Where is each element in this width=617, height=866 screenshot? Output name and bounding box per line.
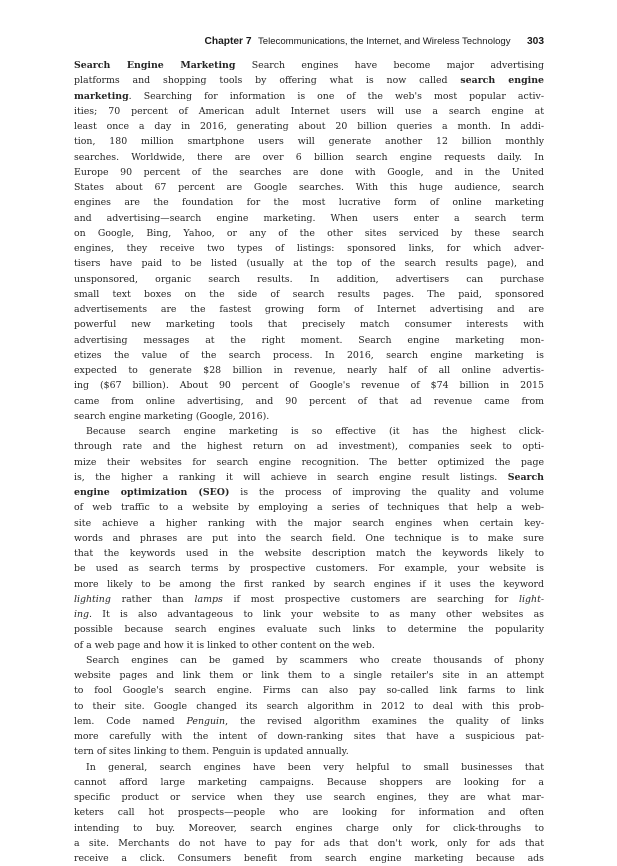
text-line [74,302,544,317]
text-line [74,58,544,73]
text-line [74,211,544,226]
text-run: tion, 180 million smartphone users will generate another 12 billion monthly [74,136,544,147]
key-term: engine optimization (SEO) [74,487,229,498]
text-run: and advertising—search engine marketing. When users enter a search term [74,213,544,224]
text-run: States about 67 percent are Google searches. With this huge audience, search [74,182,544,193]
text-line [74,226,544,241]
text-run: of web traffic to a website by employing a series of techniques that help a web- [74,502,544,513]
text-run: be used as search terms by prospective customers. For example, your website is [74,563,544,574]
paragraph [74,760,544,866]
text-line [74,104,544,119]
text-run: on Google, Bing, Yahoo, or any of the other sites serviced by these search [74,228,544,239]
key-term: search engine [460,75,544,86]
body-text [74,58,544,866]
paragraph [74,653,544,760]
text-line [74,165,544,180]
text-line [74,455,544,470]
text-run: powerful new marketing tools that precisely match consumer interests with [74,319,544,330]
text-line [74,470,544,485]
text-run: ities; 70 percent of American adult Internet users will use a search engine at [74,106,544,117]
text-line [74,241,544,256]
text-line [74,180,544,195]
text-run: unsponsored, organic search results. In addition, advertisers can purchase [74,274,544,285]
text-line [74,485,544,500]
text-line [74,546,544,561]
text-line [74,683,544,698]
text-run: website pages and link them or link them to a single retailer's site in an attempt [74,670,544,681]
text-run: is the process of improving the quality and volume [229,487,544,498]
text-run: that the keywords used in the website description match the keywords likely to [74,548,544,559]
text-run: lem. Code named [74,716,187,727]
chapter-title: Telecommunications, the Internet, and Wireless Technology [258,36,511,47]
text-run: least once a day in 2016, generating about 20 billion queries a month. In addi- [74,121,544,132]
text-line [74,638,544,653]
chapter-label: Chapter 7 [205,36,252,47]
text-line [74,699,544,714]
key-term: Search [508,472,544,483]
text-line [74,607,544,622]
text-run: etizes the value of the search process. In 2016, search engine marketing is [74,350,544,361]
text-line [74,272,544,287]
text-line [74,394,544,409]
text-run: site achieve a higher ranking with the major search engines when certain key- [74,518,544,529]
page-header [72,31,544,49]
text-line [74,775,544,790]
text-run: searches. Worldwide, there are over 6 billion search engine requests daily. In [74,152,544,163]
text-run: advertising messages at the right moment. Search engine marketing mon- [74,335,544,346]
text-run: tern of sites linking to them. Penguin is updated annually. [74,746,349,757]
text-line [74,150,544,165]
text-line [74,195,544,210]
text-line [74,73,544,88]
text-run: words and phrases are put into the search field. One technique is to make sure [74,533,544,544]
emphasis-text: ing [74,609,89,620]
text-line [74,424,544,439]
text-run: more carefully with the intent of down-ranking sites that have a suspicious pat- [74,731,544,742]
text-run: cannot afford large marketing campaigns. Because shoppers are looking for a [74,777,544,788]
text-run: is, the higher a ranking it will achieve in search engine result listings. [74,472,508,483]
text-run: . Searching for information is one of the web's most popular activ- [129,91,544,102]
text-run: keters call hot prospects—people who are looking for information and often [74,807,544,818]
page-number: 303 [527,36,544,47]
text-line [74,516,544,531]
text-line [74,256,544,271]
text-line [74,653,544,668]
text-run: rather than [111,594,195,605]
emphasis-text: Penguin [187,716,226,727]
text-run: specific product or service when they use search engines, they are what mar- [74,792,544,803]
text-run: engines, they receive two types of listings: sponsored links, for which adver- [74,243,544,254]
text-line [74,668,544,683]
text-line [74,760,544,775]
text-run: a site. Merchants do not have to pay for ads that don't work, only for ads that [74,838,544,849]
text-run: intending to buy. Moreover, search engines charge only for click-throughs to [74,823,544,834]
text-line [74,134,544,149]
text-line [74,363,544,378]
key-term: marketing [74,91,129,102]
text-line [74,119,544,134]
text-run: possible because search engines evaluate such links to determine the popularity [74,624,544,635]
text-run: Europe 90 percent of the searches are done with Google, and in the United [74,167,544,178]
text-run: tisers have paid to be listed (usually at the top of the search results page), and [74,258,544,269]
text-line [74,729,544,744]
text-run: In general, search engines have been very helpful to small businesses that [86,762,544,773]
text-run: Search engines have become major advertising [235,60,544,71]
text-line [74,790,544,805]
text-run: search engine marketing (Google, 2016). [74,411,269,422]
text-line [74,317,544,332]
text-run: ing ($67 billion). About 90 percent of Google's revenue of $74 billion in 2015 [74,380,544,391]
text-run: . It is also advantageous to link your website to as many other websites as [89,609,544,620]
text-line [74,836,544,851]
text-run: platforms and shopping tools by offering what is now called [74,75,460,86]
text-line [74,333,544,348]
text-run: came from online advertising, and 90 percent of that ad revenue came from [74,396,544,407]
text-run: more likely to be among the first ranked by search engines if it uses the keyword [74,579,544,590]
text-line [74,744,544,759]
text-run: small text boxes on the side of search results pages. The paid, sponsored [74,289,544,300]
text-line [74,851,544,866]
text-line [74,622,544,637]
text-line [74,89,544,104]
text-line [74,592,544,607]
text-line [74,577,544,592]
text-run: to their site. Google changed its search algorithm in 2012 to deal with this prob- [74,701,544,712]
emphasis-text: lighting [74,594,111,605]
emphasis-text: lamps [194,594,222,605]
text-run: , the revised algorithm examines the quality of links [225,716,544,727]
emphasis-text: light- [519,594,544,605]
paragraph [74,58,544,424]
text-run: advertisements are the fastest growing form of Internet advertising and are [74,304,544,315]
text-line [74,821,544,836]
text-run: Because search engine marketing is so effective (it has the highest click- [86,426,544,437]
text-run: to fool Google's search engine. Firms can also pay so-called link farms to link [74,685,544,696]
text-line [74,561,544,576]
text-line [74,531,544,546]
key-term: Search Engine Marketing [74,60,235,71]
text-run: receive a click. Consumers benefit from search engine marketing because ads [74,853,544,864]
text-run: through rate and the highest return on ad investment), companies seek to opti- [74,441,544,452]
text-line [74,378,544,393]
paragraph [74,424,544,653]
text-run: expected to generate $28 billion in revenue, nearly half of all online advertis- [74,365,544,376]
text-line [74,348,544,363]
text-run: Search engines can be gamed by scammers who create thousands of phony [86,655,544,666]
text-line [74,409,544,424]
text-line [74,500,544,515]
text-line [74,714,544,729]
text-run: of a web page and how it is linked to other content on the web. [74,640,375,651]
text-run: engines are the foundation for the most lucrative form of online marketing [74,197,544,208]
text-run: if most prospective customers are searching for [223,594,519,605]
text-line [74,805,544,820]
text-line [74,287,544,302]
text-line [74,439,544,454]
text-run: mize their websites for search engine recognition. The better optimized the page [74,457,544,468]
